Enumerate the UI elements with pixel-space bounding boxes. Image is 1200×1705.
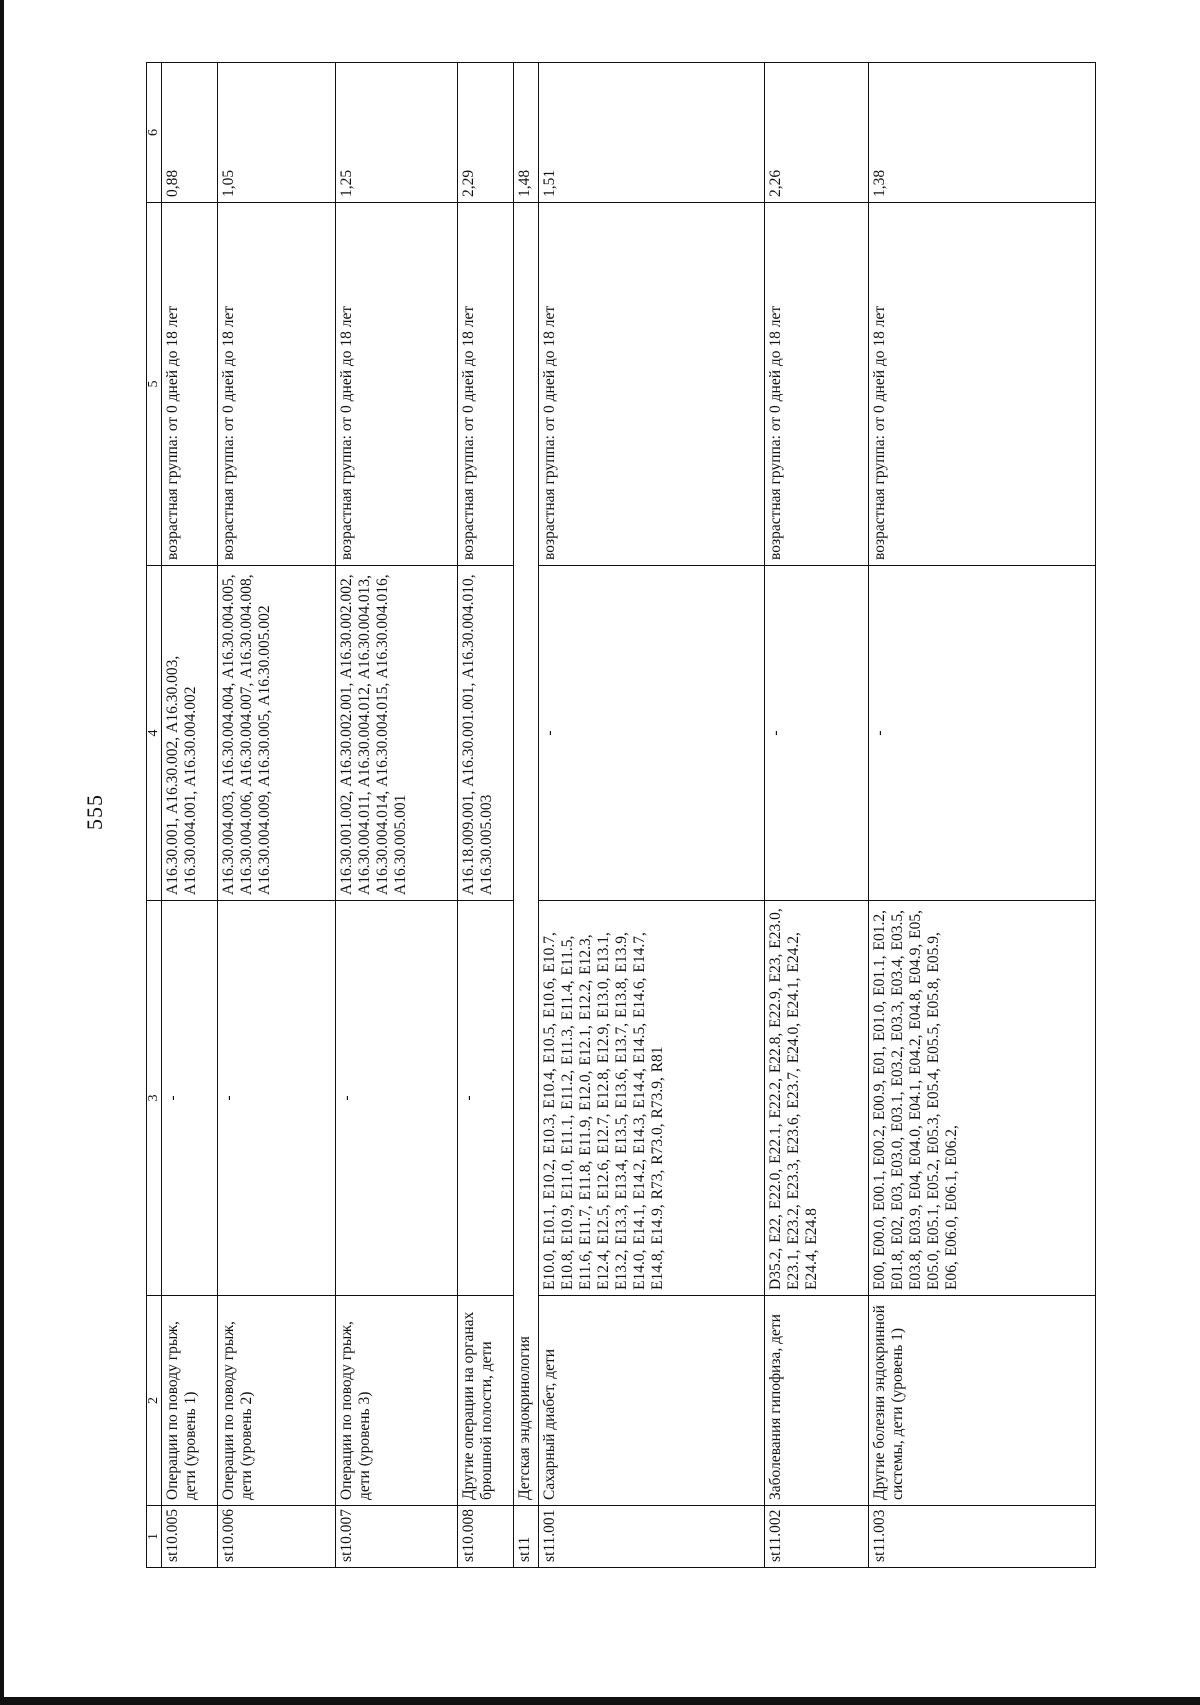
ksg-name: Операции по поводу грыж, дети (уровень 2): [218, 1296, 336, 1506]
scan-bottom-border: [0, 1697, 1200, 1705]
table-row: [162, 63, 218, 1568]
header-row: [147, 63, 162, 1568]
service-codes: A16.30.001.002, A16.30.002.001, A16.30.002.002, A16.30.004.011, A16.30.004.012, A16.30.004.013, A16.30.004.014, A16.30.004.015, A16.30.004.016, A16.30.005.001: [336, 566, 458, 901]
diagnosis-codes: -: [336, 901, 458, 1296]
classification-criteria: возрастная группа: от 0 дней до 18 лет: [765, 203, 869, 566]
ksg-code: st10.007: [336, 1506, 458, 1568]
service-codes: A16.18.009.001, A16.30.001.001, A16.30.004.010, A16.30.005.003: [458, 566, 514, 901]
scan-left-border: [0, 0, 4, 1705]
ksg-table: [146, 62, 1096, 1568]
ksg-code: st11.002: [765, 1506, 869, 1568]
table-row: [539, 63, 765, 1568]
diagnosis-codes: -: [458, 901, 514, 1296]
ksg-code: st10.008: [458, 1506, 514, 1568]
table-row: [336, 63, 458, 1568]
section-title: Детская эндокринология: [514, 203, 539, 1506]
column-header: 2: [147, 1296, 162, 1506]
ksg-name: Другие болезни эндокринной системы, дети (уровень 1): [869, 1296, 1096, 1506]
classification-criteria: возрастная группа: от 0 дней до 18 лет: [539, 203, 765, 566]
service-codes: A16.30.004.003, A16.30.004.004, A16.30.004.005, A16.30.004.006, A16.30.004.007, A16.30.004.008, A16.30.004.009, A16.30.005, A16.30.005.002: [218, 566, 336, 901]
cost-coefficient: 0,88: [162, 63, 218, 203]
ksg-name: Операции по поводу грыж, дети (уровень 3): [336, 1296, 458, 1506]
column-header: 6: [147, 63, 162, 203]
service-codes: -: [765, 566, 869, 901]
service-codes: A16.30.001, A16.30.002, A16.30.003, A16.30.004.001, A16.30.004.002: [162, 566, 218, 901]
column-header: 1: [147, 1506, 162, 1568]
table-row: [458, 63, 514, 1568]
table-row: [765, 63, 869, 1568]
ksg-code: st10.006: [218, 1506, 336, 1568]
classification-criteria: возрастная группа: от 0 дней до 18 лет: [458, 203, 514, 566]
ksg-name: Операции по поводу грыж, дети (уровень 1): [162, 1296, 218, 1506]
classification-criteria: возрастная группа: от 0 дней до 18 лет: [869, 203, 1096, 566]
ksg-name: Заболевания гипофиза, дети: [765, 1296, 869, 1506]
diagnosis-codes: E00, E00.0, E00.1, E00.2, E00.9, E01, E01.0, E01.1, E01.2, E01.8, E02, E03, E03.0, E03.1, E03.2, E03.3, E03.4, E03.5, E03.8, E03.9, E04, E04.0, E04.1, E04.2, E04.8, E04.9, E05, E05.0, E05.1, E05.2, E05.3, E05.4, E05.5, E05.8, E05.9, E06, E06.0, E06.1, E06.2,: [869, 901, 1096, 1296]
ksg-code: st11.001: [539, 1506, 765, 1568]
section-row: [514, 63, 539, 1568]
cost-coefficient: 1,25: [336, 63, 458, 203]
diagnosis-codes: -: [162, 901, 218, 1296]
table-row: [218, 63, 336, 1568]
diagnosis-codes: -: [218, 901, 336, 1296]
ksg-code: st10.005: [162, 1506, 218, 1568]
service-codes: -: [869, 566, 1096, 901]
table-row: [869, 63, 1096, 1568]
diagnosis-codes: E10.0, E10.1, E10.2, E10.3, E10.4, E10.5, E10.6, E10.7, E10.8, E10.9, E11.0, E11.1, E11.2, E11.3, E11.4, E11.5, E11.6, E11.7, E11.8, E11.9, E12.0, E12.1, E12.2, E12.3, E12.4, E12.5, E12.6, E12.7, E12.8, E12.9, E13.0, E13.1, E13.2, E13.3, E13.4, E13.5, E13.6, E13.7, E13.8, E13.9, E14.0, E14.1, E14.2, E14.3, E14.4, E14.5, E14.6, E14.7, E14.8, E14.9, R73, R73.0, R73.9, R81: [539, 901, 765, 1296]
page-number: 555: [82, 794, 107, 830]
diagnosis-codes: D35.2, E22, E22.0, E22.1, E22.2, E22.8, E22.9, E23, E23.0, E23.1, E23.2, E23.3, E23.6, E23.7, E24.0, E24.1, E24.2, E24.4, E24.8: [765, 901, 869, 1296]
cost-coefficient: 2,26: [765, 63, 869, 203]
classification-criteria: возрастная группа: от 0 дней до 18 лет: [218, 203, 336, 566]
classification-criteria: возрастная группа: от 0 дней до 18 лет: [162, 203, 218, 566]
service-codes: -: [539, 566, 765, 901]
cost-coefficient: 1,05: [218, 63, 336, 203]
ksg-name: Другие операции на органах брюшной полости, дети: [458, 1296, 514, 1506]
cost-coefficient: 1,38: [869, 63, 1096, 203]
rotated-table-sheet: [146, 63, 1096, 1568]
section-code: st11: [514, 1506, 539, 1568]
column-header: 5: [147, 203, 162, 566]
cost-coefficient: 1,51: [539, 63, 765, 203]
ksg-code: st11.003: [869, 1506, 1096, 1568]
column-header: 3: [147, 901, 162, 1296]
classification-criteria: возрастная группа: от 0 дней до 18 лет: [336, 203, 458, 566]
ksg-name: Сахарный диабет, дети: [539, 1296, 765, 1506]
cost-coefficient: 2,29: [458, 63, 514, 203]
section-coefficient: 1,48: [514, 63, 539, 203]
column-header: 4: [147, 566, 162, 901]
